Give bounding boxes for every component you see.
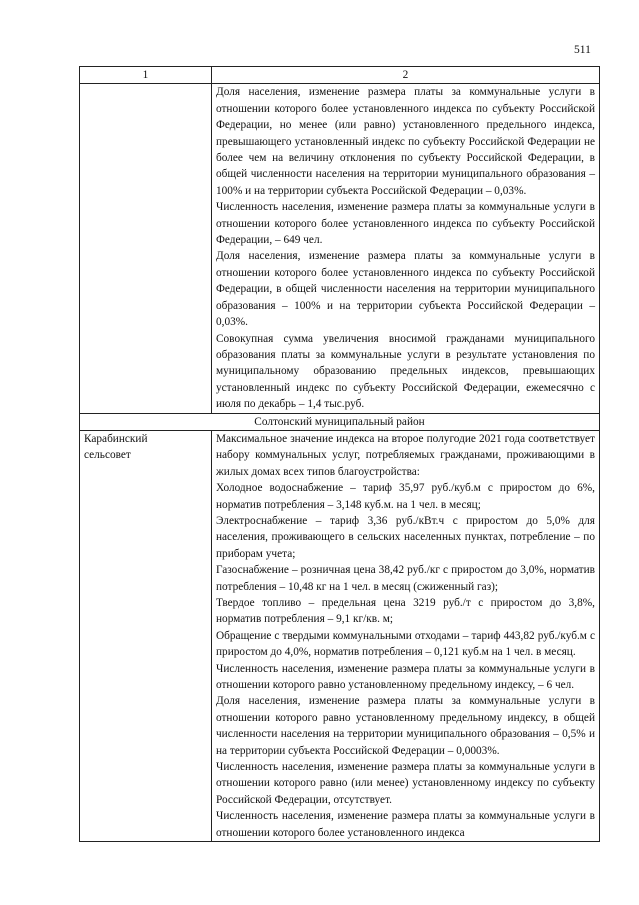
paragraph: Обращение с твердыми коммунальными отходами – тариф 443,82 руб./куб.м с приростом до 4,0%, норматив потребления – 0,121 куб.м на 1 чел. в месяц. [216,629,595,659]
row2-description-cell [212,430,600,841]
municipality-name-line: сельсовет [84,449,131,462]
paragraph: Доля населения, изменение размера платы за коммунальные услуги в отношении которого более установленного индекса по субъекту Российской Федерации, но менее (или равно) установленного предельного индекса, превышающего установленный индекс по субъекту Российской Федерации не более чем на величину отклонения по субъекту Российской Федерации, в общей численности населения на территории муниципального образования – 100% и на территории субъекта Российской Федерации – 0,03%. [216,86,595,197]
paragraph: Доля населения, изменение размера платы за коммунальные услуги в отношении которого равно установленному предельному индексу, в общей численности населения на территории муниципального образования – 0,5% и на территории субъекта Российской Федерации – 0,0003%. [216,695,595,757]
paragraph: Численность населения, изменение размера платы за коммунальные услуги в отношении которого более установленного индекса по субъекту Российской Федерации, – 649 чел. [216,201,595,247]
paragraph: Электроснабжение – тариф 3,36 руб./кВт.ч с приростом до 5,0% для населения, проживающего в сельских населенных пунктах, потребление – по приборам учета; [216,514,595,560]
column-header-1: 1 [80,67,212,84]
row2-municipality-cell [80,430,212,841]
table-row [80,430,600,841]
column-header-2: 2 [212,67,600,84]
paragraph: Твердое топливо – предельная цена 3219 руб./т с приростом до 3,8%, норматив потребления – 9,1 кг/кв. м; [216,597,595,626]
paragraph: Максимальное значение индекса на второе полугодие 2021 года соответствует набору коммунальных услуг, потребляемых гражданами, проживающими в жилых домах всех типов благоустройства: [216,432,595,478]
paragraph: Численность населения, изменение размера платы за коммунальные услуги в отношении которого равно (или менее) установленному индексу по субъекту Российской Федерации, отсутствует. [216,761,595,806]
section-title: Солтонский муниципальный район [80,413,600,430]
municipality-name-line: Карабинский [84,432,148,445]
table-row [80,84,600,413]
paragraph: Доля населения, изменение размера платы за коммунальные услуги в отношении которого более установленного индекса по субъекту Российской Федерации, в общей численности населения на территории муниципального образования – 100% и на территории субъекта Российской Федерации – 0,03%. [216,250,595,329]
table-header-row [80,67,600,84]
paragraph: Совокупная сумма увеличения вносимой гражданами муниципального образования платы за коммунальные услуги в результате установления по муниципальному образованию предельных индексов, превышающих установленный индекс по субъекту Российской Федерации, ежемесячно с июля по декабрь – 1,4 тыс.руб. [216,332,595,411]
row1-description-cell [212,84,600,413]
paragraph: Холодное водоснабжение – тариф 35,97 руб./куб.м с приростом до 6%, норматив потребления – 3,148 куб.м. на 1 чел. в месяц; [216,482,595,511]
paragraph: Численность населения, изменение размера платы за коммунальные услуги в отношении которого более установленного индекса [216,810,595,839]
paragraph: Численность населения, изменение размера платы за коммунальные услуги в отношении которого равно установленному предельному индексу, – 6 чел. [216,662,595,692]
section-row [80,413,600,430]
tariff-table [79,66,600,842]
page-number: 511 [574,44,591,56]
row1-municipality-cell [80,84,212,413]
paragraph: Газоснабжение – розничная цена 38,42 руб./кг с приростом до 3,0%, норматив потребления – 10,48 кг на 1 чел. в месяц (сжиженный газ); [216,564,595,593]
